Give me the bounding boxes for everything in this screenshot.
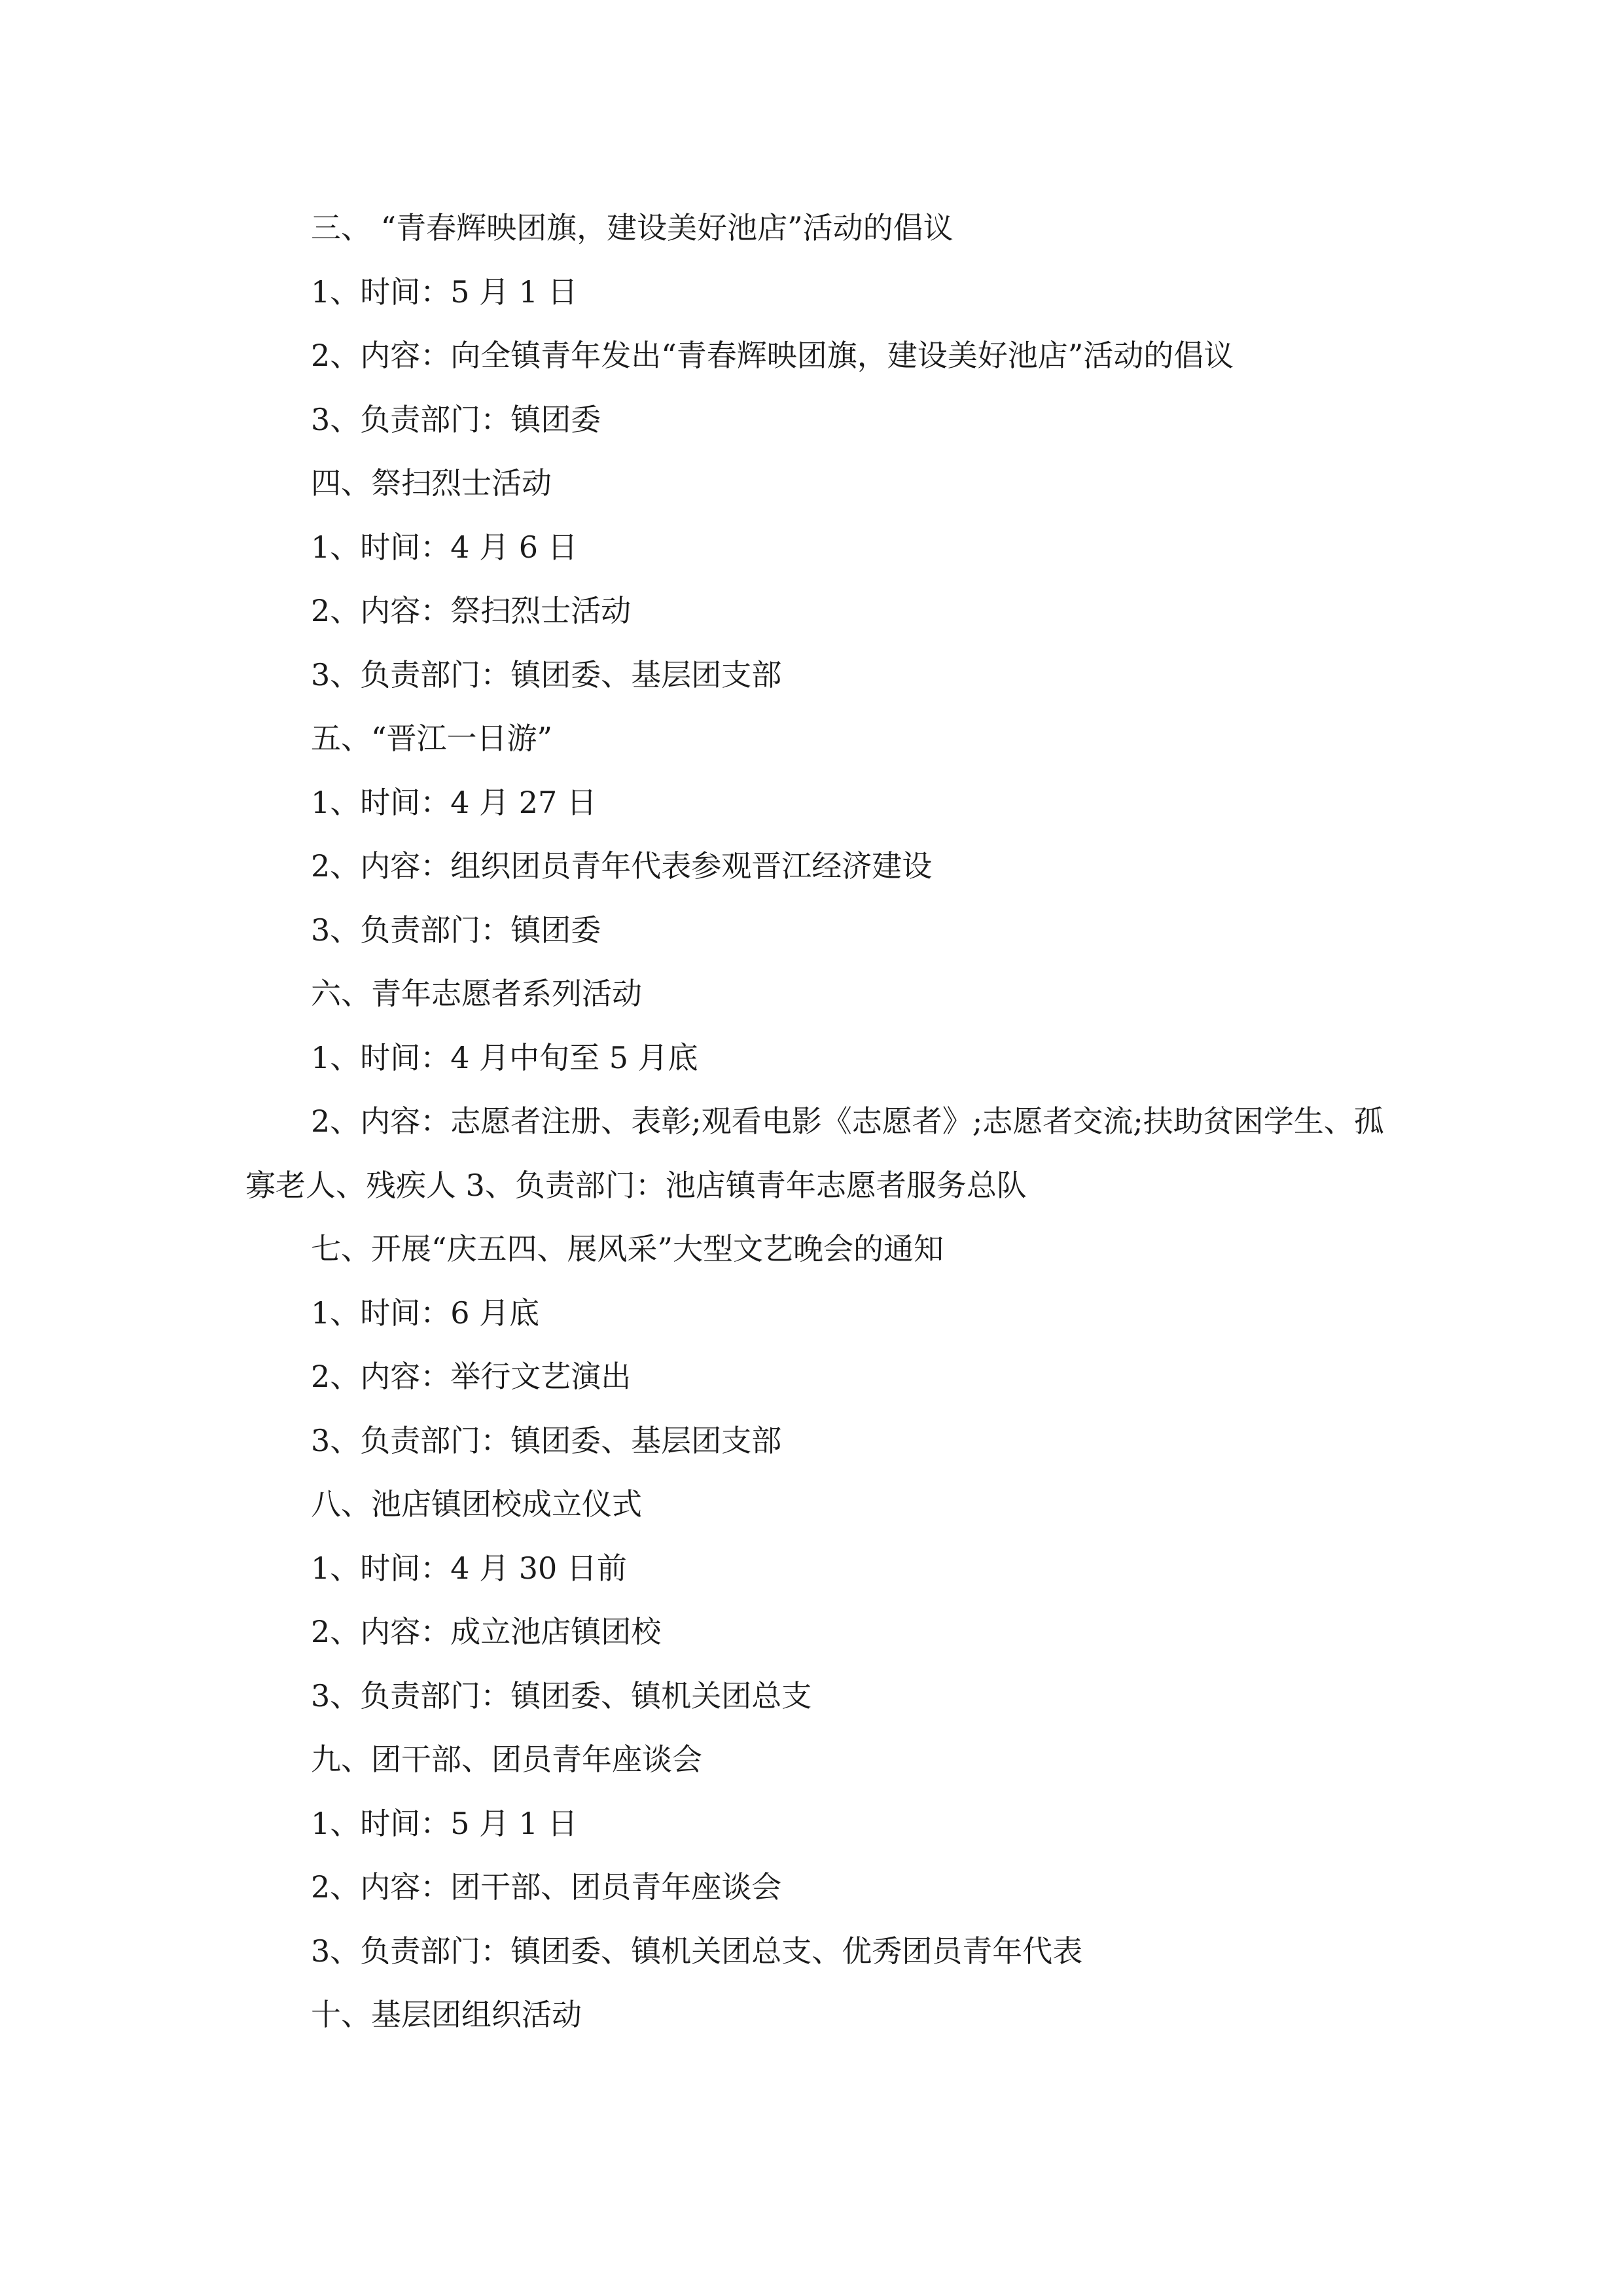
document-body: [245, 196, 1384, 2047]
section-heading-6: 六、青年志愿者系列活动: [311, 976, 642, 1011]
item-content: 2、内容：组织团员青年代表参观晋江经济建设: [311, 848, 933, 884]
section-heading-5: 五、“晋江一日游”: [311, 721, 553, 756]
item-department: 3、负责部门：镇团委、基层团支部: [311, 1422, 782, 1458]
section-heading-3: 三、 “青春辉映团旗，建设美好池店”活动的倡议: [311, 210, 954, 245]
section-heading-10: 十、基层团组织活动: [311, 1997, 582, 2032]
item-time: 1、时间：5 月 1 日: [311, 274, 578, 310]
item-department: 3、负责部门：镇团委、镇机关团总支: [311, 1677, 812, 1713]
item-time: 1、时间：5 月 1 日: [311, 1805, 578, 1841]
item-time: 1、时间：4 月 30 日前: [311, 1550, 627, 1586]
item-department: 3、负责部门：镇团委: [311, 401, 601, 437]
item-department: 3、负责部门：镇团委: [311, 912, 601, 948]
item-time: 1、时间：4 月中旬至 5 月底: [311, 1039, 698, 1075]
item-content: 2、内容：向全镇青年发出“青春辉映团旗，建设美好池店”活动的倡议: [311, 338, 1234, 373]
item-department: 3、负责部门：镇团委、镇机关团总支、优秀团员青年代表: [311, 1933, 1083, 1969]
section-heading-7: 七、开展“庆五四、展风采”大型文艺晚会的通知: [311, 1231, 944, 1266]
item-content: 2、内容：祭扫烈士活动: [311, 593, 632, 628]
item-content-wrapped: 2、内容：志愿者注册、表彰;观看电影《志愿者》;志愿者交流;扶助贫困学生、孤寡老人、残疾人 3、负责部门：池店镇青年志愿者服务总队: [245, 1103, 1384, 1203]
section-heading-8: 八、池店镇团校成立仪式: [311, 1486, 642, 1522]
section-heading-4: 四、祭扫烈士活动: [311, 465, 552, 501]
item-time: 1、时间：4 月 6 日: [311, 529, 578, 565]
item-content: 2、内容：成立池店镇团校: [311, 1614, 662, 1649]
item-content: 2、内容：团干部、团员青年座谈会: [311, 1869, 782, 1905]
item-time: 1、时间：4 月 27 日: [311, 784, 597, 820]
item-time: 1、时间：6 月底: [311, 1295, 540, 1331]
item-department: 3、负责部门：镇团委、基层团支部: [311, 656, 782, 692]
item-content: 2、内容：举行文艺演出: [311, 1359, 632, 1394]
section-heading-9: 九、团干部、团员青年座谈会: [311, 1742, 702, 1777]
